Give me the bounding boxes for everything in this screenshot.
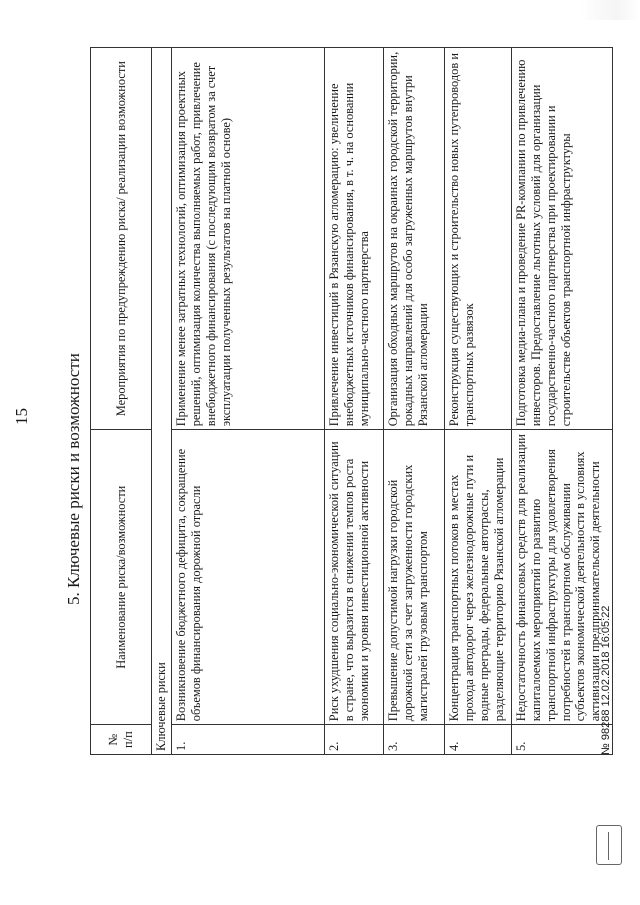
table-row xyxy=(324,48,383,755)
header-name: Наименование риска/возможности xyxy=(91,430,152,725)
table-row xyxy=(511,48,612,755)
row-actions: Применение менее затратных технологий, оптимизация проектных решений, оптимизация количества выполняемых работ, привлечение внебюджетного финансирования (с последующим возвратом за счет эксплуатации полученных результатов на платной основе) xyxy=(171,48,324,430)
row-num: 5. xyxy=(511,725,612,755)
category-label: Ключевые риски xyxy=(152,48,172,755)
row-actions: Подготовка медиа-плана и проведение PR-компании по привлечению инвесторов. Предоставление льготных условий для организации государственно-частного партнерства при проектировании и строительстве объектов транспортной инфраструктуры xyxy=(511,48,612,430)
header-actions: Мероприятия по предупреждению риска/ реализации возможности xyxy=(91,48,152,430)
page-number: 15 xyxy=(12,408,31,425)
row-name: Превышение допустимой нагрузки городской дорожной сети за счет загруженности городских магистралей грузовым транспортом xyxy=(383,430,444,725)
row-actions: Реконструкция существующих и строительство новых путепроводов и транспортных развязок xyxy=(444,48,511,430)
row-num: 1. xyxy=(171,725,324,755)
risks-table xyxy=(90,47,613,755)
row-name: Концентрация транспортных потоков в местах прохода автодорог через железнодорожные пути и водные преграды, федеральные автотрассы, разделяющие территорию Рязанской агломерации xyxy=(444,430,511,725)
table-header-row xyxy=(91,48,152,755)
document-footer: № 98288 12.02.2018 16:05:22 xyxy=(600,605,612,755)
row-name: Возникновение бюджетного дефицита, сокращение объемов финансирования дорожной отрасли xyxy=(171,430,324,725)
section-title: 5. Ключевые риски и возможности xyxy=(64,353,83,605)
stamp-icon xyxy=(596,825,622,865)
table-row xyxy=(383,48,444,755)
row-name: Недостаточность финансовых средств для реализации капиталоемких мероприятий по развитию транспортной инфраструктуры для удовлетворения потребностей в транспортном обслуживании субъектов экономической деятельности в условиях активизации предпринимательской деятельности xyxy=(511,430,612,725)
row-num: 3. xyxy=(383,725,444,755)
row-actions: Организация обходных маршрутов на окраинах городской территории, рокадных направлений для особо загруженных маршрутов внутри Рязанской агломерации xyxy=(383,48,444,430)
table-row xyxy=(171,48,324,755)
row-actions: Привлечение инвестиций в Рязанскую агломерацию: увеличение внебюджетных источников финансирования, в т. ч. на основании муниципально-частного партнерства xyxy=(324,48,383,430)
category-row xyxy=(152,48,172,755)
row-name: Риск ухудшения социально-экономической ситуации в стране, что выразится в снижении темпов роста экономики и уровня инвестиционной активности xyxy=(324,430,383,725)
header-num: № п/п xyxy=(91,725,152,755)
row-num: 4. xyxy=(444,725,511,755)
table-row xyxy=(444,48,511,755)
row-num: 2. xyxy=(324,725,383,755)
